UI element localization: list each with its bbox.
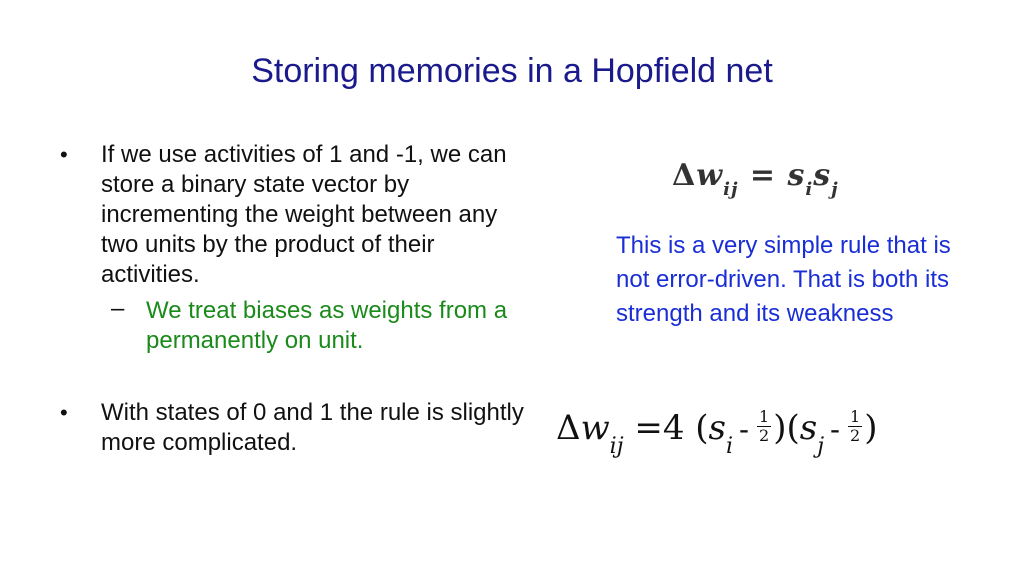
parentheses: )(: [773, 408, 800, 448]
annotation-note: This is a very simple rule that is not error-driven. That is both its strength and its weakness: [616, 232, 951, 327]
weight-subscript: ij: [723, 179, 739, 200]
bullet-marker: •: [60, 400, 68, 425]
state-subscript: j: [817, 434, 825, 459]
fraction-numerator: 1: [850, 406, 861, 426]
weight-subscript: ij: [609, 434, 624, 459]
sub-bullet-text: We treat biases as weights from a permanently on unit.: [146, 297, 508, 354]
state-subscript: i: [725, 434, 734, 459]
weight-symbol: w: [580, 408, 610, 448]
state-symbol: s: [799, 408, 818, 448]
delta-symbol: Δ: [672, 158, 697, 193]
state-symbol: s: [813, 158, 832, 193]
minus-sign: -: [830, 413, 841, 446]
fraction-denominator: 2: [759, 425, 770, 445]
state-symbol: s: [787, 158, 806, 193]
half-fraction: [757, 408, 771, 445]
bullet-text: If we use activities of 1 and -1, we can store a binary state vector by incrementing the weight between any two units by the product of their activities.: [101, 141, 507, 288]
sub-bullet-item: [111, 295, 530, 356]
minus-sign: -: [739, 413, 750, 446]
state-subscript: i: [805, 179, 814, 200]
state-symbol: s: [708, 408, 726, 448]
closing-parenthesis: ): [864, 408, 878, 448]
fraction-denominator: 2: [850, 425, 861, 445]
bullet-list: [60, 140, 530, 458]
state-subscript: j: [831, 179, 839, 200]
bullet-text: With states of 0 and 1 the rule is slightly more complicated.: [101, 399, 524, 456]
bullet-item: [60, 398, 530, 458]
bullet-marker: •: [60, 142, 68, 167]
delta-symbol: Δ: [556, 408, 581, 448]
sub-bullet-marker: –: [111, 295, 125, 322]
equals-sign: =: [738, 158, 788, 193]
bullet-item: [60, 140, 530, 290]
slide-title: Storing memories in a Hopfield net: [251, 52, 773, 90]
half-fraction: [848, 408, 862, 445]
binary-rule-formula: [556, 406, 878, 459]
fraction-numerator: 1: [759, 406, 770, 426]
hebbian-rule-formula: [672, 158, 839, 200]
weight-symbol: w: [696, 158, 724, 193]
equals-four: =4 (: [623, 408, 709, 448]
